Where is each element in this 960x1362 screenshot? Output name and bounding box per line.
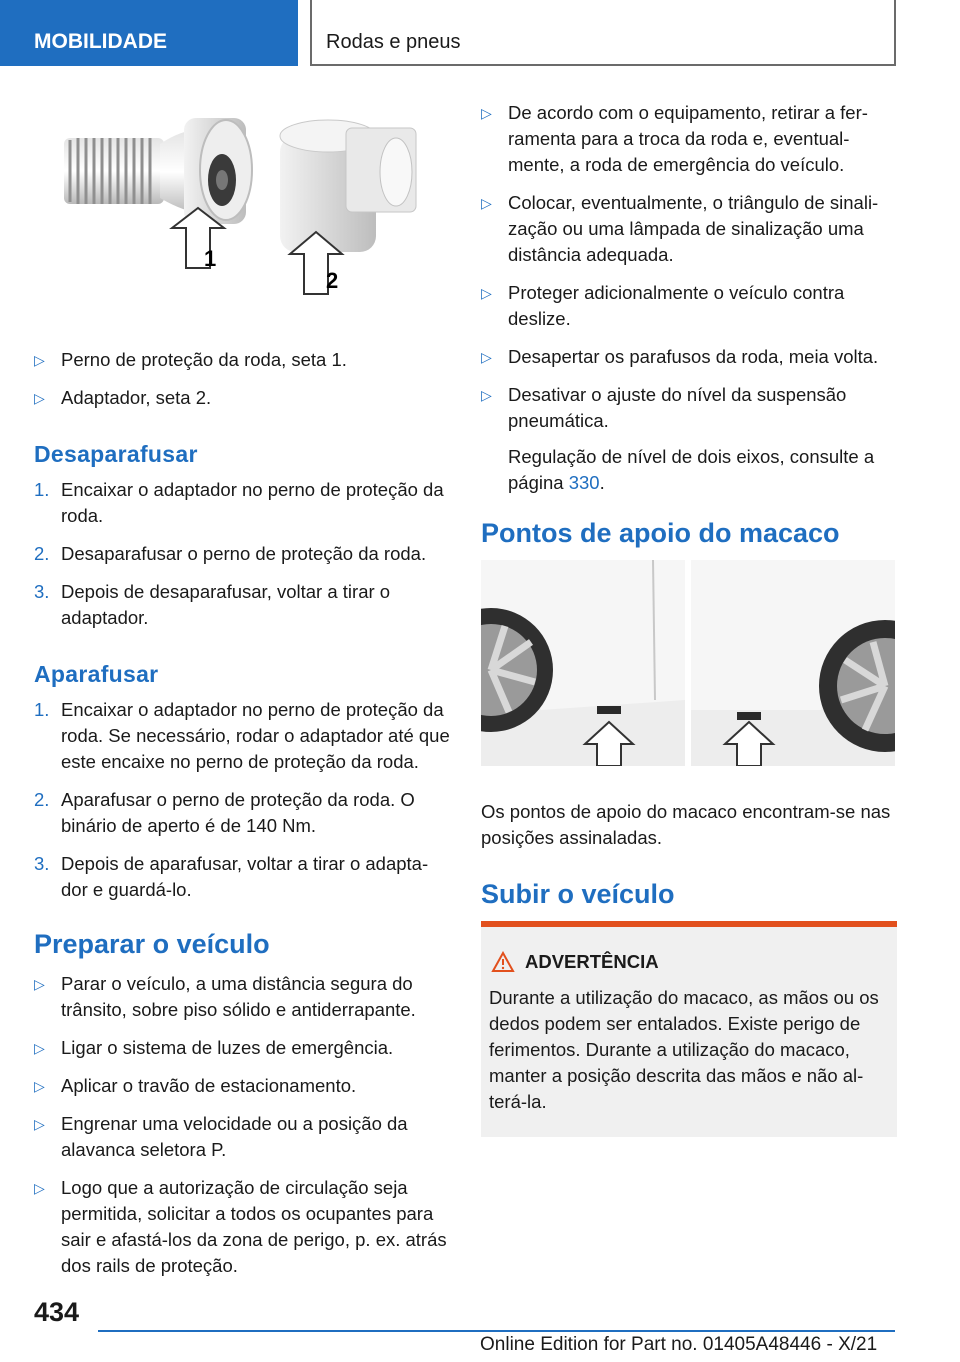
list-item: ▷ Logo que a autorização de circulação seja permitida, solicitar a todos os ocupantes para sair e afastá-los da zona de perigo, p. ex. atrás dos rails de proteção. — [34, 1175, 452, 1279]
list-item: ▷ Parar o veículo, a uma distância segura do trânsito, sobre piso sólido e antiderrapante. — [34, 971, 452, 1023]
list-item: ▷ Aplicar o travão de estacionamento. — [34, 1073, 452, 1099]
note-text: Regulação de nível de dois eixos, consulte a página 330. — [508, 446, 875, 493]
jack-points-illustration — [481, 560, 895, 766]
warning-text: Durante a utilização do macaco, as mãos ou os dedos podem ser entalados. Existe perigo de ferimentos. Durante a utilização do macaco, manter a posição descrita das mãos e não al-terá-la. — [489, 987, 879, 1112]
heading-pontos: Pontos de apoio do macaco — [481, 518, 840, 548]
list-item: 2. Desaparafusar o perno de proteção da roda. — [34, 543, 427, 564]
bolt-thread — [64, 138, 164, 204]
list-item: ▷ De acordo com o equipamento, retirar a fer-ramenta para a troca da roda e, eventual-mente, a roda de emergência do veículo. — [481, 100, 897, 178]
footer-divider — [98, 1330, 895, 1332]
list-item: ▷ Adaptador, seta 2. — [34, 385, 452, 411]
list-item: ▷ Colocar, eventualmente, o triângulo de sinali-zação ou uma lâmpada de sinalização uma distância adequada. — [481, 190, 897, 268]
heading-desaparafusar: Desaparafusar — [34, 441, 198, 467]
right-column — [481, 100, 897, 1137]
warning-heading: ADVERTÊNCIA — [489, 949, 889, 975]
list-item: 1. Encaixar o adaptador no perno de proteção da roda. — [34, 479, 444, 526]
aparafusar-steps — [34, 697, 452, 903]
list-item: 2. Aparafusar o perno de proteção da roda. O binário de aperto é de 140 Nm. — [34, 789, 415, 836]
heading-aparafusar: Aparafusar — [34, 661, 159, 687]
list-item: 3. Depois de aparafusar, voltar a tirar o adapta-dor e guardá-lo. — [34, 853, 429, 900]
warning-box — [481, 927, 897, 1137]
page-number: 434 — [34, 1297, 80, 1327]
list-item: ▷ Perno de proteção da roda, seta 1. — [34, 347, 452, 373]
intro-list — [34, 347, 452, 411]
header-chapter-title: Rodas e pneus — [310, 0, 896, 66]
heading-preparar: Preparar o veículo — [34, 929, 270, 959]
list-item: ▷ Engrenar uma velocidade ou a posição da alavanca seletora P. — [34, 1111, 452, 1163]
footer-edition: Online Edition for Part no. 01405A48446 - X/21 — [480, 1334, 878, 1355]
warning-triangle-icon — [491, 951, 515, 973]
list-item: ▷ Ligar o sistema de luzes de emergência. — [34, 1035, 452, 1061]
list-item: 1. Encaixar o adaptador no perno de proteção da roda. Se necessário, rodar o adaptador até que este encaixe no perno de proteção da roda. — [34, 699, 450, 772]
heading-subir: Subir o veículo — [481, 879, 675, 909]
left-column — [34, 108, 452, 1291]
svg-text:1: 1 — [204, 246, 217, 271]
jack-point-rear — [691, 560, 895, 766]
list-item: ▷ Proteger adicionalmente o veículo contra deslize. — [481, 280, 897, 332]
preparar-list-continued — [481, 100, 897, 496]
page-link[interactable]: 330 — [568, 472, 600, 493]
adapter — [280, 120, 416, 252]
pontos-text: Os pontos de apoio do macaco encontram-se nas posições assinaladas. — [481, 801, 891, 848]
list-item: ▷ Desativar o ajuste do nível da suspensão pneumática. Regulação de nível de dois eixos, consulte a página 330. — [481, 382, 897, 496]
wheel-lock-illustration — [34, 108, 452, 318]
desaparafusar-steps — [34, 477, 452, 631]
list-item: 3. Depois de desaparafusar, voltar a tirar o adaptador. — [34, 581, 391, 628]
preparar-list — [34, 971, 452, 1279]
svg-text:2: 2 — [326, 268, 339, 293]
jack-point-front — [481, 560, 685, 766]
header-section-tab: MOBILIDADE — [0, 0, 298, 66]
list-item: ▷ Desapertar os parafusos da roda, meia volta. — [481, 344, 897, 370]
